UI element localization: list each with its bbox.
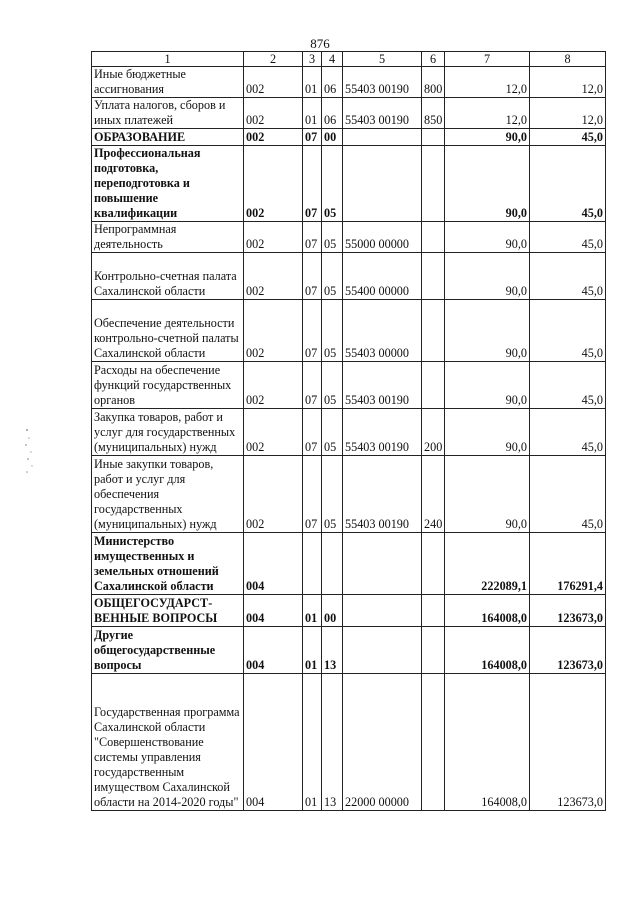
table-row bbox=[92, 98, 606, 129]
row-description: Иные закупки товаров, работ и услуг для обеспечения государственных (муниципальных) нужд bbox=[92, 456, 244, 533]
page-number: 876 bbox=[310, 36, 330, 51]
row-code-target: 55403 00190 bbox=[343, 98, 422, 129]
row-code-expense-type bbox=[422, 222, 445, 253]
row-code-expense-type bbox=[422, 533, 445, 595]
row-code-ministry: 002 bbox=[244, 67, 303, 98]
row-code-expense-type bbox=[422, 129, 445, 146]
row-code-target bbox=[343, 533, 422, 595]
row-code-section: 07 bbox=[303, 456, 322, 533]
table-row bbox=[92, 67, 606, 98]
row-code-target: 22000 00000 bbox=[343, 674, 422, 811]
row-code-target: 55403 00190 bbox=[343, 362, 422, 409]
row-code-ministry: 002 bbox=[244, 456, 303, 533]
row-description: Министерство имущественных и земельных отношений Сахалинской области bbox=[92, 533, 244, 595]
row-description: ОБЩЕГОСУДАРСТ-ВЕННЫЕ ВОПРОСЫ bbox=[92, 595, 244, 627]
row-code-target: 55000 00000 bbox=[343, 222, 422, 253]
row-code-target: 55400 00000 bbox=[343, 253, 422, 300]
row-code-subsection: 05 bbox=[322, 362, 343, 409]
row-code-section: 07 bbox=[303, 129, 322, 146]
header-col-8: 8 bbox=[530, 52, 606, 67]
row-amount-col7: 12,0 bbox=[445, 98, 530, 129]
row-code-ministry: 004 bbox=[244, 627, 303, 674]
row-code-target bbox=[343, 146, 422, 222]
header-col-5: 5 bbox=[343, 52, 422, 67]
row-code-target bbox=[343, 129, 422, 146]
row-code-section: 07 bbox=[303, 253, 322, 300]
row-amount-col7: 12,0 bbox=[445, 67, 530, 98]
row-amount-col7: 90,0 bbox=[445, 253, 530, 300]
row-code-ministry: 004 bbox=[244, 674, 303, 811]
row-code-ministry: 004 bbox=[244, 595, 303, 627]
row-code-expense-type bbox=[422, 674, 445, 811]
row-amount-col8: 12,0 bbox=[530, 98, 606, 129]
row-code-section: 07 bbox=[303, 222, 322, 253]
table-row bbox=[92, 627, 606, 674]
row-code-subsection: 05 bbox=[322, 300, 343, 362]
table-row bbox=[92, 129, 606, 146]
row-code-expense-type bbox=[422, 595, 445, 627]
row-amount-col7: 90,0 bbox=[445, 146, 530, 222]
row-code-subsection: 00 bbox=[322, 129, 343, 146]
row-description: Расходы на обеспечение функций государственных органов bbox=[92, 362, 244, 409]
row-amount-col7: 90,0 bbox=[445, 222, 530, 253]
row-code-expense-type: 800 bbox=[422, 67, 445, 98]
row-amount-col8: 45,0 bbox=[530, 409, 606, 456]
row-code-subsection: 05 bbox=[322, 146, 343, 222]
row-code-expense-type bbox=[422, 300, 445, 362]
row-amount-col7: 164008,0 bbox=[445, 595, 530, 627]
header-col-4: 4 bbox=[322, 52, 343, 67]
header-col-6: 6 bbox=[422, 52, 445, 67]
row-code-subsection: 05 bbox=[322, 456, 343, 533]
row-code-section: 01 bbox=[303, 674, 322, 811]
table-body bbox=[92, 52, 606, 811]
row-description: Обеспечение деятельности контрольно-счетной палаты Сахалинской области bbox=[92, 300, 244, 362]
row-code-subsection: 13 bbox=[322, 674, 343, 811]
row-code-ministry: 002 bbox=[244, 253, 303, 300]
row-code-expense-type bbox=[422, 146, 445, 222]
header-row bbox=[92, 52, 606, 67]
row-description: Профессиональная подготовка, переподготовка и повышение квалификации bbox=[92, 146, 244, 222]
row-code-section: 01 bbox=[303, 67, 322, 98]
row-code-ministry: 004 bbox=[244, 533, 303, 595]
row-code-target bbox=[343, 595, 422, 627]
row-code-ministry: 002 bbox=[244, 300, 303, 362]
row-code-section: 01 bbox=[303, 627, 322, 674]
row-code-target: 55403 00190 bbox=[343, 456, 422, 533]
table-row bbox=[92, 300, 606, 362]
row-code-subsection: 05 bbox=[322, 222, 343, 253]
row-amount-col7: 90,0 bbox=[445, 129, 530, 146]
table-row bbox=[92, 409, 606, 456]
row-code-ministry: 002 bbox=[244, 146, 303, 222]
row-amount-col8: 45,0 bbox=[530, 456, 606, 533]
row-code-expense-type: 850 bbox=[422, 98, 445, 129]
row-code-section: 07 bbox=[303, 300, 322, 362]
row-amount-col7: 90,0 bbox=[445, 300, 530, 362]
row-code-section: 01 bbox=[303, 98, 322, 129]
row-code-ministry: 002 bbox=[244, 222, 303, 253]
row-amount-col8: 45,0 bbox=[530, 129, 606, 146]
row-description: ОБРАЗОВАНИЕ bbox=[92, 129, 244, 146]
row-code-subsection: 00 bbox=[322, 595, 343, 627]
row-code-expense-type: 200 bbox=[422, 409, 445, 456]
row-code-subsection: 13 bbox=[322, 627, 343, 674]
row-amount-col8: 45,0 bbox=[530, 300, 606, 362]
row-code-ministry: 002 bbox=[244, 409, 303, 456]
row-code-section: 07 bbox=[303, 146, 322, 222]
header-col-7: 7 bbox=[445, 52, 530, 67]
table-row bbox=[92, 222, 606, 253]
row-code-expense-type: 240 bbox=[422, 456, 445, 533]
row-code-section: 01 bbox=[303, 595, 322, 627]
row-amount-col7: 90,0 bbox=[445, 456, 530, 533]
row-code-expense-type bbox=[422, 627, 445, 674]
row-code-target: 55403 00000 bbox=[343, 300, 422, 362]
row-code-subsection bbox=[322, 533, 343, 595]
scan-artifact bbox=[24, 428, 36, 474]
table-row bbox=[92, 533, 606, 595]
row-code-subsection: 06 bbox=[322, 98, 343, 129]
row-description: Непрограммная деятельность bbox=[92, 222, 244, 253]
row-description: Закупка товаров, работ и услуг для государственных (муниципальных) нужд bbox=[92, 409, 244, 456]
row-code-expense-type bbox=[422, 362, 445, 409]
row-amount-col8: 123673,0 bbox=[530, 674, 606, 811]
row-amount-col7: 90,0 bbox=[445, 409, 530, 456]
row-code-target bbox=[343, 627, 422, 674]
row-code-ministry: 002 bbox=[244, 362, 303, 409]
row-code-section: 07 bbox=[303, 362, 322, 409]
table-row bbox=[92, 146, 606, 222]
row-code-ministry: 002 bbox=[244, 129, 303, 146]
row-code-target: 55403 00190 bbox=[343, 67, 422, 98]
row-amount-col8: 123673,0 bbox=[530, 595, 606, 627]
row-code-subsection: 05 bbox=[322, 253, 343, 300]
row-description: Другие общегосударственные вопросы bbox=[92, 627, 244, 674]
header-col-2: 2 bbox=[244, 52, 303, 67]
row-amount-col8: 45,0 bbox=[530, 253, 606, 300]
table-row bbox=[92, 674, 606, 811]
row-description: Иные бюджетные ассигнования bbox=[92, 67, 244, 98]
table-row bbox=[92, 362, 606, 409]
row-amount-col8: 45,0 bbox=[530, 222, 606, 253]
row-amount-col8: 45,0 bbox=[530, 362, 606, 409]
table-row bbox=[92, 253, 606, 300]
row-code-section: 07 bbox=[303, 409, 322, 456]
row-amount-col8: 12,0 bbox=[530, 67, 606, 98]
budget-table bbox=[91, 51, 606, 811]
header-col-1: 1 bbox=[92, 52, 244, 67]
table-row bbox=[92, 595, 606, 627]
row-amount-col7: 164008,0 bbox=[445, 674, 530, 811]
table-row bbox=[92, 456, 606, 533]
row-description: Государственная программа Сахалинской области "Совершенствование системы управления государственным имуществом Сахалинской области на 2014-2020 годы" bbox=[92, 674, 244, 811]
row-code-expense-type bbox=[422, 253, 445, 300]
row-amount-col8: 45,0 bbox=[530, 146, 606, 222]
row-description: Уплата налогов, сборов и иных платежей bbox=[92, 98, 244, 129]
row-code-section bbox=[303, 533, 322, 595]
row-code-subsection: 05 bbox=[322, 409, 343, 456]
row-amount-col8: 176291,4 bbox=[530, 533, 606, 595]
row-code-target: 55403 00190 bbox=[343, 409, 422, 456]
row-amount-col7: 90,0 bbox=[445, 362, 530, 409]
row-amount-col8: 123673,0 bbox=[530, 627, 606, 674]
row-amount-col7: 222089,1 bbox=[445, 533, 530, 595]
row-code-ministry: 002 bbox=[244, 98, 303, 129]
row-description: Контрольно-счетная палата Сахалинской области bbox=[92, 253, 244, 300]
header-col-3: 3 bbox=[303, 52, 322, 67]
row-amount-col7: 164008,0 bbox=[445, 627, 530, 674]
row-code-subsection: 06 bbox=[322, 67, 343, 98]
